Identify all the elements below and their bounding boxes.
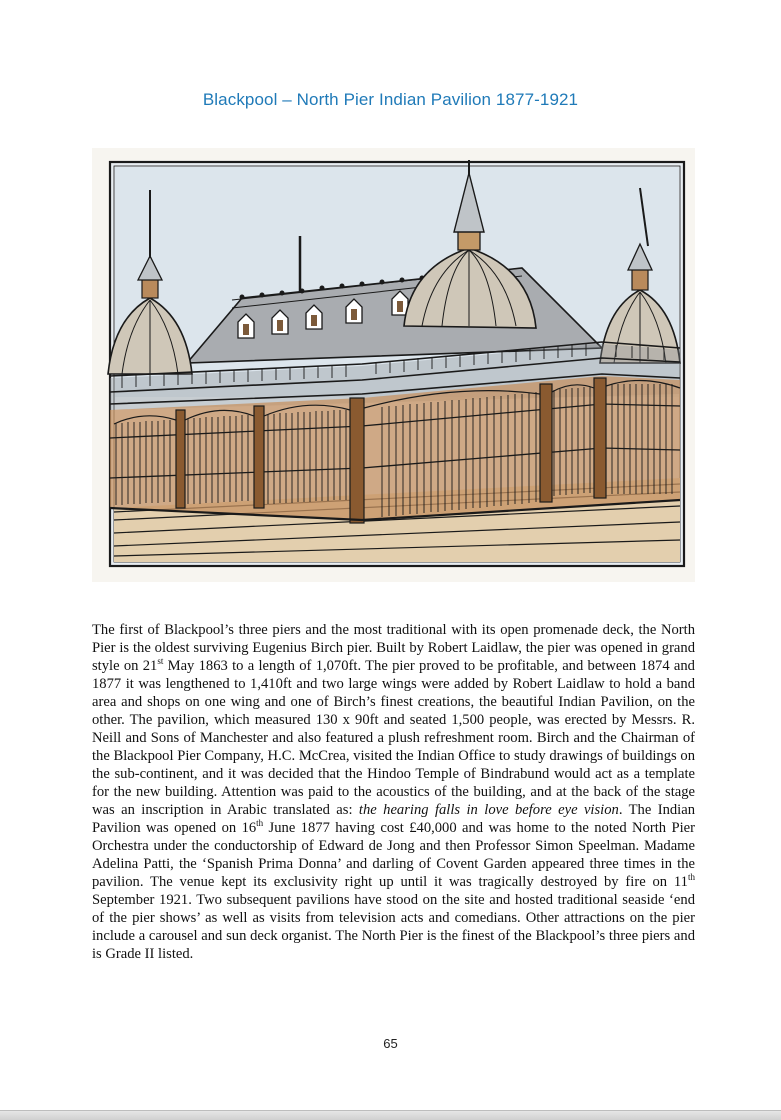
- italic-quote: the hearing falls in love before eye vision: [358, 802, 619, 818]
- article-paragraph: [92, 621, 695, 963]
- page-number: 65: [383, 1036, 398, 1051]
- superscript: th: [256, 818, 264, 829]
- paragraph-text: . The Indian Pavilion was opened on 16: [92, 802, 695, 836]
- pavilion-illustration: [92, 148, 695, 582]
- paragraph-text: September 1921. Two subsequent pavilions have stood on the site and hosted traditional seaside ‘end of the pier shows’ as well as visits from television acts and comedians. Other attractions on the pier include a carousel and sun deck organist. The North Pier is the finest of the Blackpool’s three piers and is Grade II listed.: [92, 892, 695, 962]
- superscript: th: [687, 872, 695, 883]
- page-title: Blackpool – North Pier Indian Pavilion 1877-1921: [202, 90, 579, 109]
- paragraph-text: June 1877 having cost £40,000 and was home to the noted North Pier Orchestra under the conductorship of Edward de Jong and then Professor Simon Speelman. Madame Adelina Patti, the ‘Spanish Prima Donna’ and darling of Covent Garden appeared three times in the pavilion. The venue kept its exclusivity right up until it was tragically destroyed by fire on 11: [92, 820, 695, 890]
- paragraph-text: May 1863 to a length of 1,070ft. The pier proved to be profitable, and between 1874 and 1877 it was lengthened to 1,410ft and two large wings were added by Robert Laidlaw to hold a band area and shops on one wing and one of Birch’s finest creations, the beautiful Indian Pavilion, on the other. The pavilion, which measured 130 x 90ft and seated 1,500 people, was erected by Messrs. R. Neill and Sons of Manchester and also featured a plush refreshment room. Birch and the Chairman of the Blackpool Pier Company, H.C. McCrea, visited the Indian Office to study drawings of buildings on the sub-continent, and it was decided that the Hindoo Temple of Bindrabund would act as a template for the new building. Attention was paid to the acoustics of the building, and at the back of the stage was an inscription in Arabic translated as:: [92, 658, 695, 818]
- superscript: st: [157, 656, 164, 667]
- paragraph-text: The first of Blackpool’s three piers and the most traditional with its open promenade deck, the North Pier is the oldest surviving Eugenius Birch pier. Built by Robert Laidlaw, the pier was opened in grand style on 21: [92, 622, 695, 674]
